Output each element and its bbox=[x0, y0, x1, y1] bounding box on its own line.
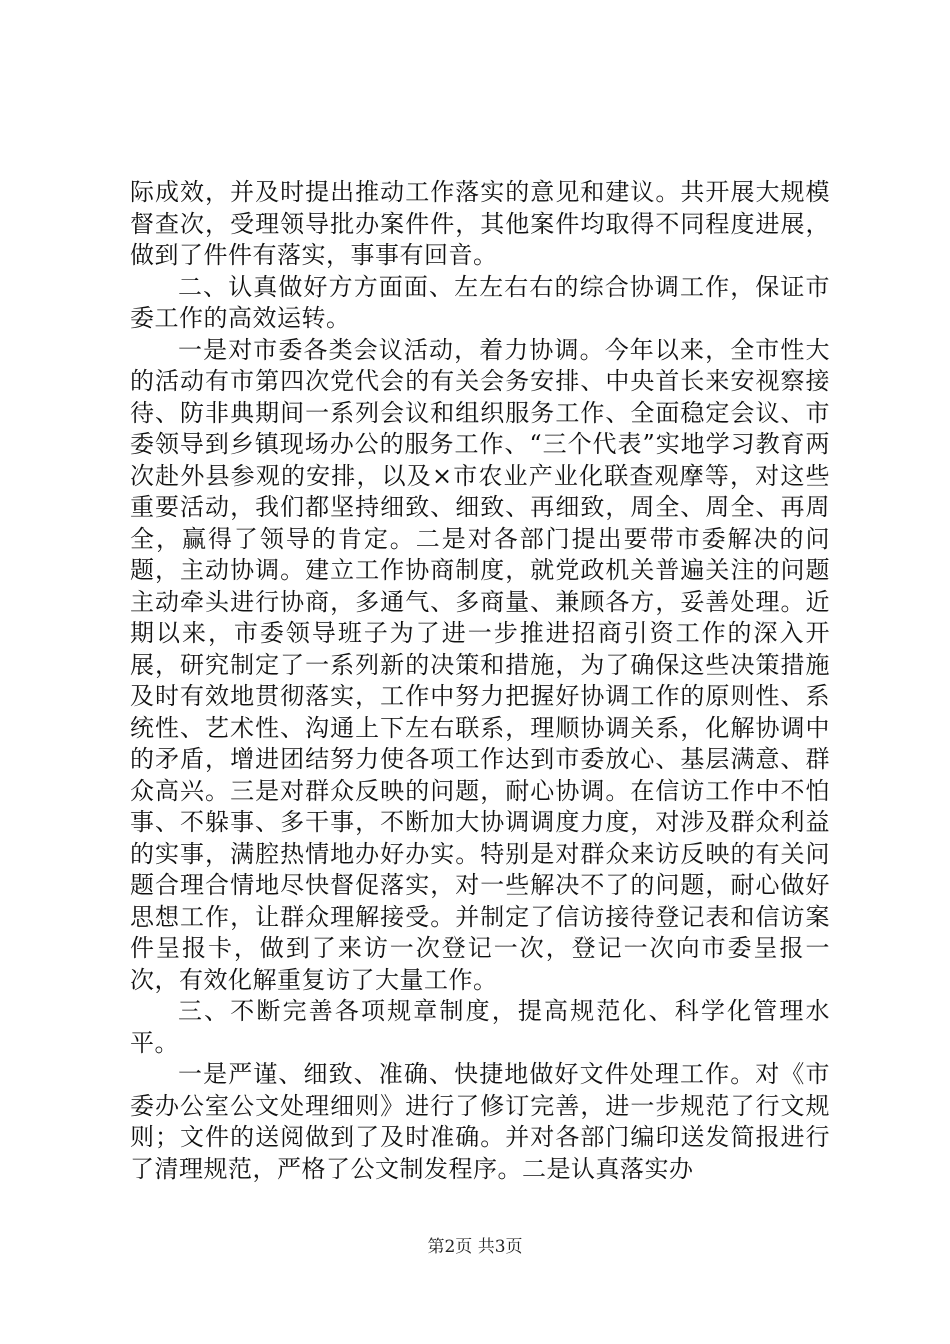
paragraph-documents: 一是严谨、细致、准确、快捷地做好文件处理工作。对《市委办公室公文处理细则》进行了修订完善，进一步规范了行文规则；文件的送阅做到了及时准确。并对各部门编印送发简报进行了清理规范，严格了公文制发程序。二是认真落实办 bbox=[130, 1060, 830, 1183]
document-body bbox=[130, 177, 830, 1185]
section-heading-three: 三、不断完善各项规章制度，提高规范化、科学化管理水平。 bbox=[130, 997, 830, 1057]
section-heading-two: 二、认真做好方方面面、左左右右的综合协调工作，保证市委工作的高效运转。 bbox=[130, 272, 830, 332]
paragraph-continuation: 际成效，并及时提出推动工作落实的意见和建议。共开展大规模督查次，受理领导批办案件件，其他案件均取得不同程度进展，做到了件件有落实，事事有回音。 bbox=[130, 178, 830, 269]
paragraph-coordination: 一是对市委各类会议活动，着力协调。今年以来，全市性大的活动有市第四次党代会的有关会务安排、中央首长来安视察接待、防非典期间一系列会议和组织服务工作、全面稳定会议、市委领导到乡镇现场办公的服务工作、“三个代表”实地学习教育两次赴外县参观的安排，以及×市农业产业化联查观摩等，对这些重要活动，我们都坚持细致、细致、再细致，周全、周全、再周全，赢得了领导的肯定。二是对各部门提出要带市委解决的问题，主动协调。建立工作协商制度，就党政机关普遍关注的问题主动牵头进行协商，多通气、多商量、兼顾各方，妥善处理。近期以来，市委领导班子为了进一步推进招商引资工作的深入开展，研究制定了一系列新的决策和措施，为了确保这些决策措施及时有效地贯彻落实，工作中努力把握好协调工作的原则性、系统性、艺术性、沟通上下左右联系，理顺协调关系，化解协调中的矛盾，增进团结努力使各项工作达到市委放心、基层满意、群众高兴。三是对群众反映的问题，耐心协调。在信访工作中不怕事、不躲事、多干事，不断加大协调调度力度，对涉及群众利益的实事，满腔热情地办好办实。特别是对群众来访反映的有关问题合理合情地尽快督促落实，对一些解决不了的问题，耐心做好思想工作，让群众理解接受。并制定了信访接待登记表和信访案件呈报卡，做到了来访一次登记一次，登记一次向市委呈报一次，有效化解重复访了大量工作。 bbox=[130, 335, 830, 994]
page-number-footer: 第2页 共3页 bbox=[427, 1237, 523, 1257]
